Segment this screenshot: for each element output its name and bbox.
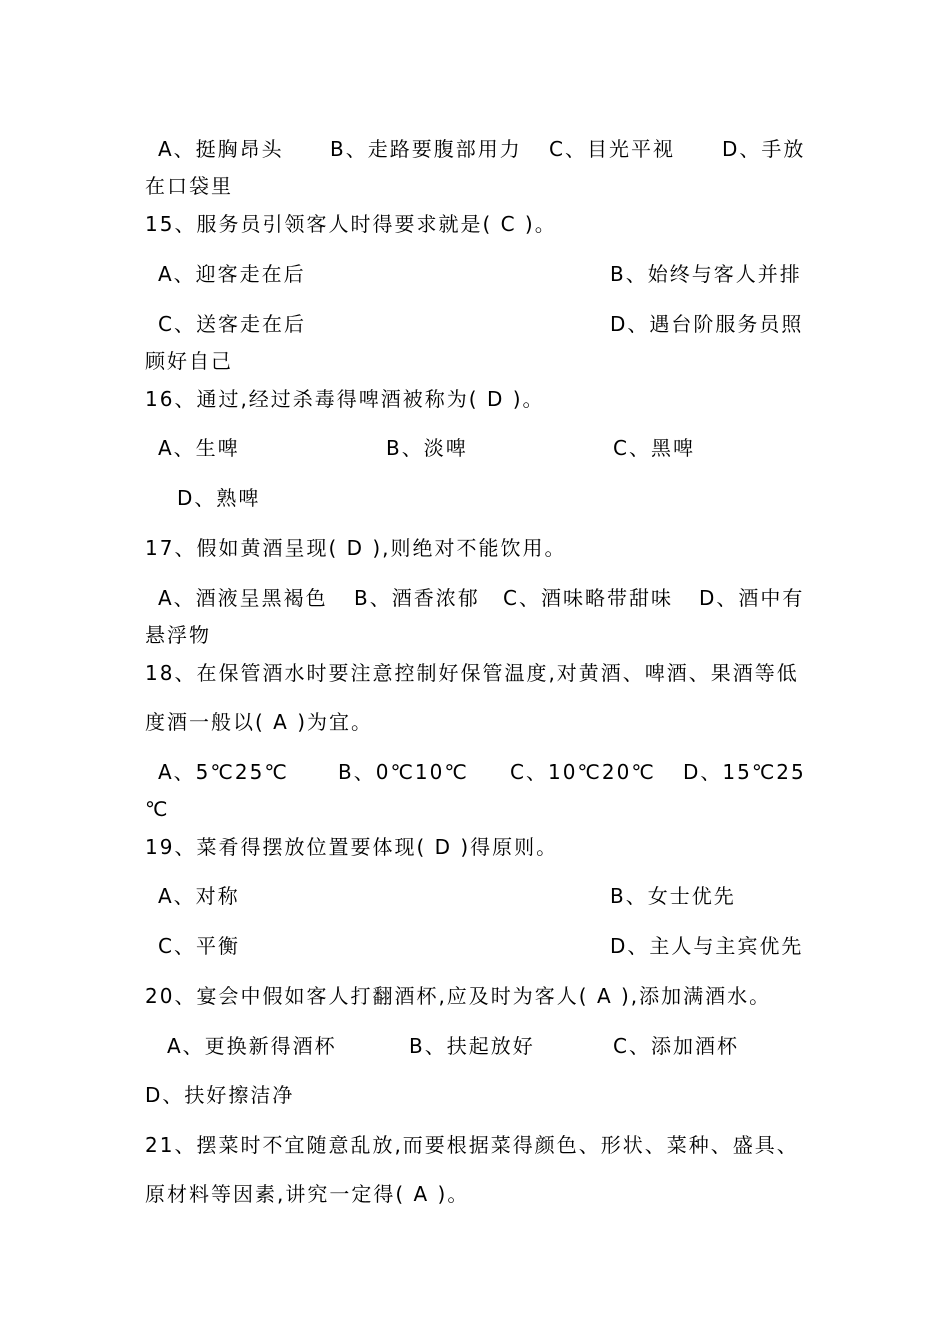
q18-option-b: B、0℃10℃ xyxy=(338,760,469,784)
q16-option-a: A、生啤 xyxy=(158,436,240,460)
q18-option-d-continued: ℃ xyxy=(145,797,170,821)
q20-question: 20、宴会中假如客人打翻酒杯,应及时为客人( A ),添加满酒水。 xyxy=(145,984,772,1008)
q16-question: 16、通过,经过杀毒得啤酒被称为( D )。 xyxy=(145,387,545,411)
q17-option-d: D、酒中有 xyxy=(699,586,805,610)
q15-option-c: C、送客走在后 xyxy=(158,312,306,336)
q17-option-d-continued: 悬浮物 xyxy=(145,623,211,647)
q20-option-a: A、更换新得酒杯 xyxy=(167,1034,337,1058)
q15-option-d: D、遇台阶服务员照 xyxy=(610,312,804,336)
q19-option-a: A、对称 xyxy=(158,884,240,908)
q14-option-b: B、走路要腹部用力 xyxy=(330,137,522,161)
q14-option-d: D、手放 xyxy=(722,137,806,161)
q16-option-c: C、黑啤 xyxy=(613,436,695,460)
q18-option-a: A、5℃25℃ xyxy=(158,760,289,784)
q14-option-d-continued: 在口袋里 xyxy=(145,174,233,198)
q19-option-c: C、平衡 xyxy=(158,934,240,958)
q20-option-b: B、扶起放好 xyxy=(409,1034,535,1058)
q17-option-b: B、酒香浓郁 xyxy=(354,586,480,610)
q18-question-continued: 度酒一般以( A )为宜。 xyxy=(145,710,374,734)
q18-option-c: C、10℃20℃ xyxy=(510,760,656,784)
q20-option-c: C、添加酒杯 xyxy=(613,1034,739,1058)
q15-option-d-continued: 顾好自己 xyxy=(145,349,233,373)
q16-option-b: B、淡啤 xyxy=(386,436,468,460)
q17-option-c: C、酒味略带甜味 xyxy=(503,586,673,610)
q19-option-d: D、主人与主宾优先 xyxy=(610,934,804,958)
q15-question: 15、服务员引领客人时得要求就是( C )。 xyxy=(145,212,557,236)
q14-option-c: C、目光平视 xyxy=(549,137,675,161)
q18-question: 18、在保管酒水时要注意控制好保管温度,对黄酒、啤酒、果酒等低 xyxy=(145,661,799,685)
q17-option-a: A、酒液呈黑褐色 xyxy=(158,586,328,610)
q15-option-a: A、迎客走在后 xyxy=(158,262,306,286)
q21-question: 21、摆菜时不宜随意乱放,而要根据菜得颜色、形状、菜种、盛具、 xyxy=(145,1133,799,1157)
q19-option-b: B、女士优先 xyxy=(610,884,736,908)
q20-option-d: D、扶好擦洁净 xyxy=(145,1083,295,1107)
q21-question-continued: 原材料等因素,讲究一定得( A )。 xyxy=(145,1182,470,1206)
q18-option-d: D、15℃25 xyxy=(683,760,806,784)
q14-option-a: A、挺胸昂头 xyxy=(158,137,284,161)
q16-option-d: D、熟啤 xyxy=(177,486,261,510)
q17-question: 17、假如黄酒呈现( D ),则绝对不能饮用。 xyxy=(145,536,567,560)
q15-option-b: B、始终与客人并排 xyxy=(610,262,802,286)
q19-question: 19、菜肴得摆放位置要体现( D )得原则。 xyxy=(145,835,559,859)
